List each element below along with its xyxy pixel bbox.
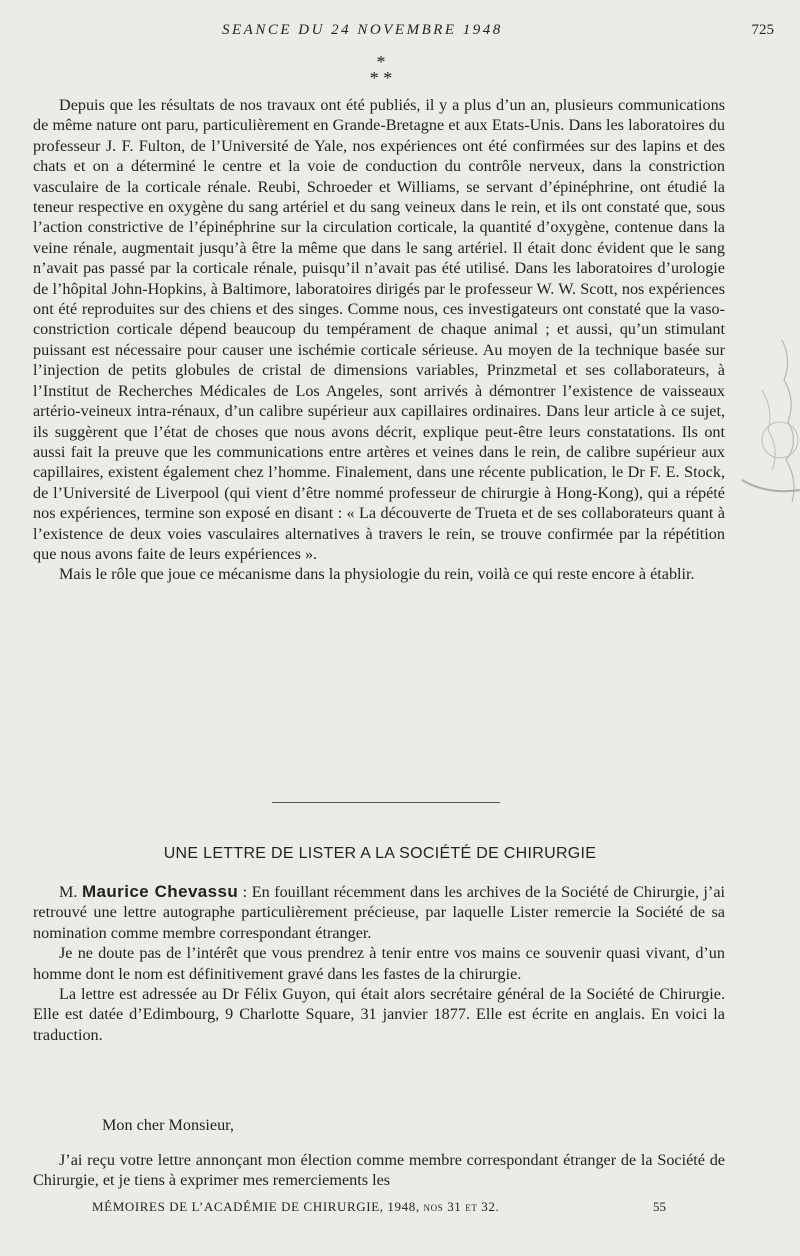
section-two-text [33,882,725,1045]
letter-text [33,1150,725,1191]
footer-page-number: 55 [653,1199,666,1214]
asterism-top: * [376,52,386,72]
asterism-separator [356,54,406,94]
running-header [0,22,800,44]
running-title: SEANCE DU 24 NOVEMBRE 1948 [222,22,503,38]
speaker-name: Maurice Chevassu [81,882,239,901]
section-one-text [33,95,725,585]
asterism-bottom: * * [369,68,393,88]
paragraph: Je ne doute pas de l’intérêt que vous prendrez à tenir entre vos mains ce souvenir quasi vivant, d’un homme dont le nom est définitivement gravé dans les fastes de la chirurgie. [33,944,725,983]
intro-text: : En fouillant récemment dans les archives de la Société de Chirurgie, j’ai retrouvé une lettre autographe particulièrement précieuse, par laquelle Lister remercie la Société de sa nomination comme membre correspondant étranger. [33,883,726,942]
paragraph: Mais le rôle que joue ce mécanisme dans la physiologie du rein, voilà ce qui reste encore à établir. [59,565,695,584]
speaker-prefix: M. [59,883,78,901]
page-number: 725 [751,22,774,38]
section-heading: UNE LETTRE DE LISTER A LA SOCIÉTÉ DE CHIRURGIE [163,845,597,862]
library-stamp-mark [722,330,800,510]
section-divider [272,802,500,803]
page-footer [0,1199,800,1221]
letter-paragraph: J’ai reçu votre lettre annonçant mon élection comme membre correspondant étranger de la Société de Chirurgie, et je tiens à exprimer mes remerciements les [33,1151,725,1190]
footer-journal: MÉMOIRES DE L’ACADÉMIE DE CHIRURGIE, 1948, nos 31 et 32. [92,1199,500,1214]
paragraph: La lettre est adressée au Dr Félix Guyon, qui était alors secrétaire général de la Société de Chirurgie. Elle est datée d’Edimbourg, 9 Charlotte Square, 31 janvier 1877. Elle est écrite en anglais. En voici la traduction. [33,985,725,1044]
paragraph: Depuis que les résultats de nos travaux ont été publiés, il y a plus d’un an, plusieurs communications de même nature ont paru, particulièrement en Grande-Bretagne et aux Etats-Unis. Dans les laboratoires du professeur J. F. Fulton, de l’Université de Yale, nos expériences ont été confirmées sur des lapins et des chats et on a déterminé le centre et la voie de conduction du contrôle nerveux, dans la constriction vasculaire de la corticale rénale. Reubi, Schroeder et Williams, se servant d’épinéphrine, ont étudié la teneur respective en oxygène du sang artériel et du sang veineux dans le rein, et ils ont constaté que, sous l’action constrictive de l’épinéphrine sur la circulation corticale, la quantité d’oxygène, contenue dans la veine rénale, augmentait jusqu’à être la même que dans le sang artériel. Il était donc évident que le sang n’avait pas passé par la corticale rénale, puisqu’il n’avait pas été utilisé. Dans les laboratoires d’urologie de l’hôpital John-Hopkins, à Baltimore, laboratoires dirigés par le professeur W. W. Scott, nos expériences ont été reproduites sur des chiens et des singes. Comme nous, ces investigateurs ont constaté que la vaso-constriction corticale dépend beaucoup du tempérament de chaque animal ; et aussi, qu’un stimulant puissant est nécessaire pour causer une ischémie corticale sérieuse. Au moyen de la technique basée sur l’injection de petits globules de cristal de dimensions variables, Prinzmetal et ses collaborateurs, à l’Institut de Recherches Médicales de Los Angeles, sont arrivés à démontrer l’existence de vaisseaux artério-veineux intra-rénaux, d’un calibre supérieur aux capillaires ordinaires. Dans leur article à ce sujet, ils suggèrent que l’état de choses que nous avons décrit, explique peut-être leurs constatations. Ils ont aussi fait la preuve que les communications entre artères et veines dans le rein, de calibre supérieur aux capillaires, existent également chez l’homme. Finalement, dans une récente publication, le Dr F. E. Stock, de l’Université de Liverpool (qui vient d’être nommé professeur de chirurgie à Hong-Kong), qui a répété nos expériences, termine son exposé en disant : « La découverte de Trueta et de ses collaborateurs quant à l’existence de deux voies vasculaires alternatives à travers le rein, se trouve confirmée par la répétition que nous avons faite de leurs expériences ». [33,96,725,563]
letter-salutation: Mon cher Monsieur, [102,1116,234,1134]
intro-paragraph [33,882,725,943]
